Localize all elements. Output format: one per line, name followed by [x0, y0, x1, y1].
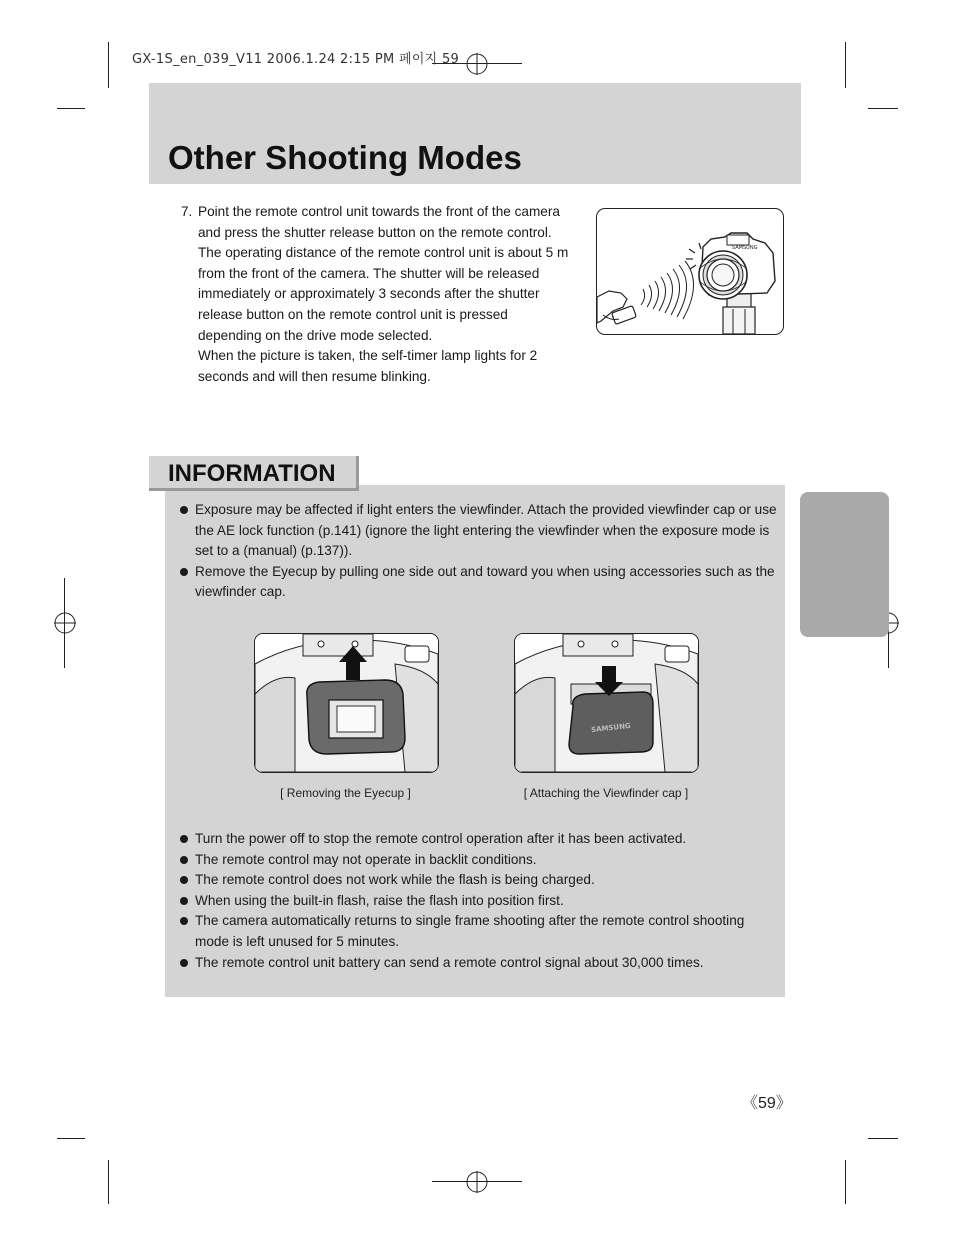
list-item: Exposure may be affected if light enters the viewfinder. Attach the provided viewfinder cap or use the AE lock function (p.141) (ignore the light entering the viewfinder when the exposure mode is set to a (manual) (p.137)). [179, 500, 779, 562]
registration-target-bottom [466, 1171, 488, 1193]
page-title: Other Shooting Modes [168, 139, 522, 176]
information-bullets-bottom [179, 829, 779, 973]
page-number: 《59》 [742, 1095, 792, 1112]
list-item: The camera automatically returns to single frame shooting after the remote control shooting mode is left unused for 5 minutes. [179, 911, 779, 952]
print-header: GX-1S_en_039_V11 2006.1.24 2:15 PM 페이지 59 [132, 52, 460, 67]
camera-logo: SAMSUNG [732, 245, 758, 251]
list-item: When using the built-in flash, raise the flash into position first. [179, 891, 779, 912]
registration-target-top [466, 53, 488, 75]
list-item: The remote control may not operate in backlit conditions. [179, 850, 779, 871]
list-item: The remote control does not work while the flash is being charged. [179, 870, 779, 891]
list-item: Turn the power off to stop the remote control operation after it has been activated. [179, 829, 779, 850]
viewfinder-cap-caption: [ Attaching the Viewfinder cap ] [523, 786, 689, 800]
eyecup-caption: [ Removing the Eyecup ] [280, 786, 411, 800]
chapter-side-tab [800, 492, 889, 637]
step-paragraph-2: When the picture is taken, the self-timer lamp lights for 2 seconds and will then resume blinking. [198, 348, 538, 384]
viewfinder-cap-logo: SAMSUNG [590, 721, 632, 735]
eyecup-removal-illustration [254, 633, 439, 773]
step-paragraph-1: Point the remote control unit towards the front of the camera and press the shutter release button on the remote control. The operating distance of the remote control unit is about 5 m from the front of the camera. The shutter will be released immediately or approximately 3 seconds after the shutter release button on the remote control unit is pressed depending on the drive mode selected. [198, 204, 569, 343]
registration-target-left [54, 612, 76, 634]
list-item: The remote control unit battery can send a remote control signal about 30,000 times. [179, 953, 779, 974]
list-item: Remove the Eyecup by pulling one side out and toward you when using accessories such as the viewfinder cap. [179, 562, 779, 603]
viewfinder-cap-illustration [514, 633, 699, 773]
information-bullets-top [179, 500, 779, 603]
remote-control-illustration [596, 208, 784, 335]
step-7 [181, 202, 571, 387]
information-heading: INFORMATION [168, 460, 336, 487]
step-number: 7. [181, 204, 193, 219]
